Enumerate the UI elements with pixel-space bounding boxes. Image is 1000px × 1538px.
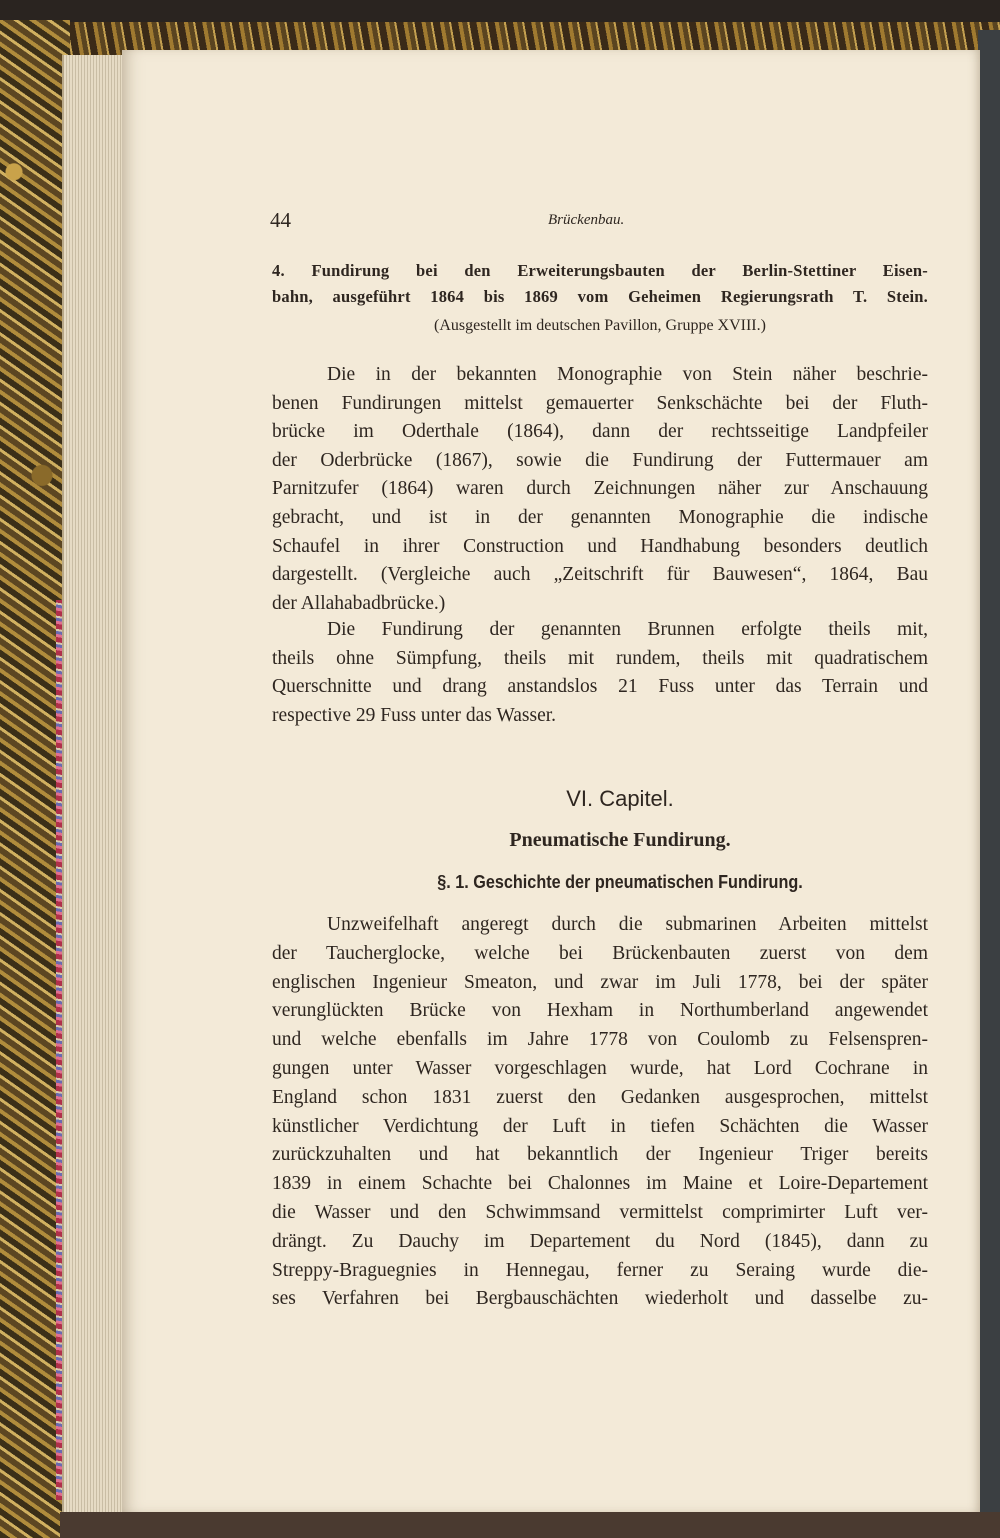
section-title: §. 1. Geschichte der pneumatischen Fundirung. [437, 872, 803, 892]
paragraph-line: verunglückten Brücke von Hexham in Northumberland angewendet [272, 1000, 928, 1022]
paragraph-line: die Wasser und den Schwimmsand vermittelst comprimirter Luft ver- [272, 1202, 928, 1223]
scan-background [978, 30, 1000, 1538]
paragraph-line: Schaufel in ihrer Construction und Handhabung besonders deutlich [272, 535, 928, 557]
paragraph-line: und welche ebenfalls im Jahre 1778 von Coulomb zu Felsenspren- [272, 1029, 928, 1051]
paragraph-line: Unzweifelhaft angeregt durch die submarinen Arbeiten mittelst [327, 914, 928, 935]
exhibit-note: (Ausgestellt im deutschen Pavillon, Gruppe XVIII.) [434, 317, 766, 334]
paragraph-line: der Allahabadbrücke.) [272, 592, 446, 614]
paragraph-line: künstlicher Verdichtung der Luft in tiefen Schächten die Wasser [272, 1115, 928, 1137]
paragraph-line: Die Fundirung der genannten Brunnen erfolgte theils mit, [327, 619, 928, 640]
section-heading-line: bahn, ausgeführt 1864 bis 1869 vom Geheimen Regierungsrath T. Stein. [272, 287, 928, 306]
paragraph-line: gebracht, und ist in der genannten Monographie die indische [272, 507, 928, 528]
paragraph-line: Querschnitte und drang anstandslos 21 Fuss unter das Terrain und [272, 676, 928, 698]
paragraph-line: theils ohne Sümpfung, theils mit rundem, theils mit quadratischem [272, 647, 928, 669]
page-number: 44 [270, 208, 291, 232]
paragraph-line: der Oderbrücke (1867), sowie die Fundirung der Futtermauer am [272, 449, 928, 471]
paragraph-line: Die in der bekannten Monographie von Stein näher beschrie- [327, 364, 928, 385]
paragraph-line: 1839 in einem Schachte bei Chalonnes im Maine et Loire-Departement [272, 1173, 928, 1195]
paragraph-line: zurückzuhalten und hat bekanntlich der Ingenieur Triger bereits [272, 1144, 928, 1166]
paragraph-line: ses Verfahren bei Bergbauschächten wiederholt und dasselbe zu- [272, 1288, 928, 1310]
paragraph-line: dargestellt. (Vergleiche auch „Zeitschrift für Bauwesen“, 1864, Bau [272, 564, 928, 586]
paragraph-line: England schon 1831 zuerst den Gedanken ausgesprochen, mittelst [272, 1086, 928, 1108]
paragraph-line: drängt. Zu Dauchy im Departement du Nord (1845), dann zu [272, 1230, 928, 1252]
paragraph-line: gungen unter Wasser vorgeschlagen wurde, hat Lord Cochrane in [272, 1058, 928, 1079]
chapter-title: Pneumatische Fundirung. [509, 829, 731, 851]
paragraph-line: englischen Ingenieur Smeaton, und zwar im Juli 1778, bei der später [272, 971, 928, 993]
paragraph-line: brücke im Oderthale (1864), dann der rechtsseitige Landpfeiler [272, 421, 928, 443]
paragraph-line: respective 29 Fuss unter das Wasser. [272, 704, 557, 726]
paragraph-line: Parnitzufer (1864) waren durch Zeichnungen näher zur Anschauung [272, 478, 928, 500]
section-heading-line: 4. Fundirung bei den Erweiterungsbauten der Berlin-Stettiner Eisen- [272, 261, 928, 280]
scan-background-bottom [60, 1512, 1000, 1538]
paragraph-line: Streppy-Braguegnies in Hennegau, ferner zu Seraing wurde die- [272, 1259, 928, 1281]
running-title: Brückenbau. [548, 212, 625, 228]
paragraph-line: der Taucherglocke, welche bei Brückenbauten zuerst von dem [272, 942, 928, 964]
chapter-number: VI. Capitel. [566, 786, 674, 811]
paragraph-line: benen Fundirungen mittelst gemauerter Senkschächte bei der Fluth- [272, 392, 928, 414]
